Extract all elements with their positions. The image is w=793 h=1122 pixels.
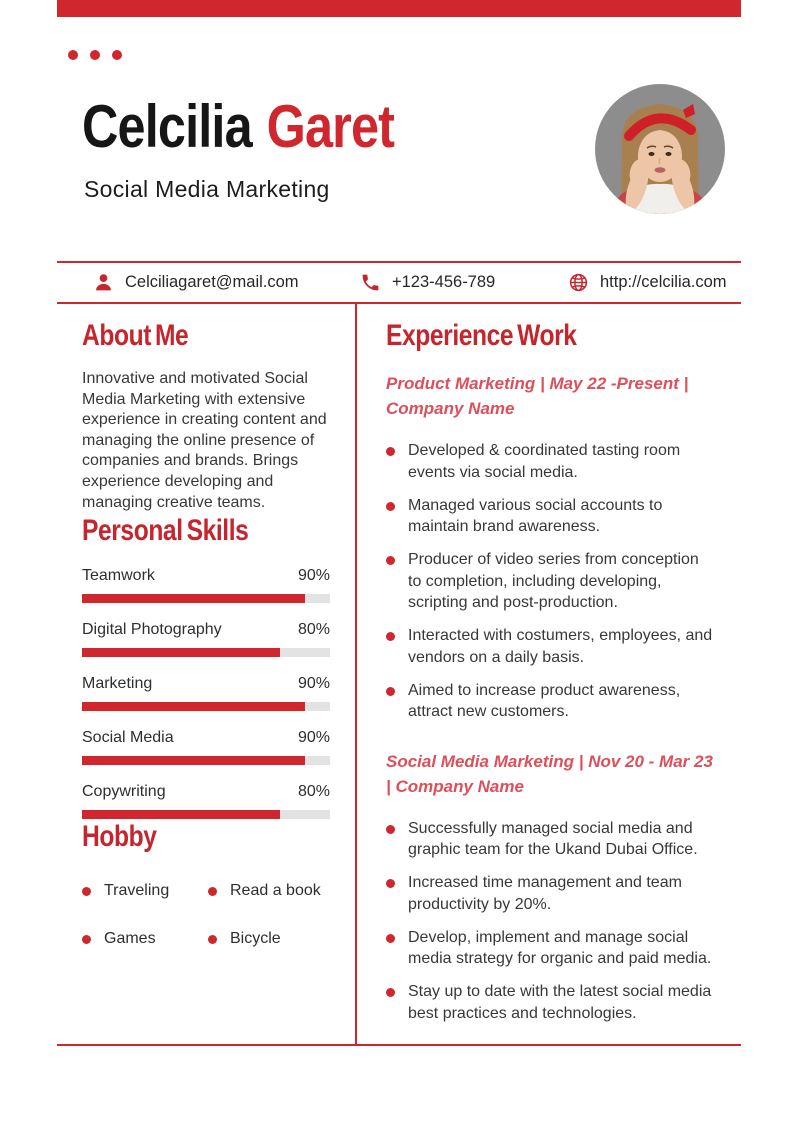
bullet-icon — [386, 687, 395, 696]
job-bullet — [386, 818, 716, 861]
job-bullet-list — [386, 440, 716, 723]
dot-icon — [90, 50, 100, 60]
bullet-icon — [386, 556, 395, 565]
skill-value: 90% — [297, 567, 330, 585]
hobby-label: Games — [104, 930, 156, 948]
profile-photo — [595, 84, 725, 214]
bottom-rule — [57, 1044, 741, 1046]
first-name: Celcilia — [82, 93, 252, 160]
bullet-icon — [208, 887, 217, 896]
skill-bar-track — [82, 648, 330, 657]
job-bullet-list — [386, 818, 716, 1025]
job-bullet-text: Increased time management and team productivity by 20%. — [408, 874, 682, 913]
bullet-icon — [208, 935, 217, 944]
job-bullet-text: Develop, implement and manage social media strategy for organic and paid media. — [408, 928, 712, 967]
skill-value: 90% — [297, 729, 330, 747]
skill-bar-track — [82, 810, 330, 819]
job-bullet — [386, 872, 716, 915]
contact-website[interactable] — [568, 263, 727, 302]
contact-email-text: Celciliagaret@mail.com — [125, 273, 299, 291]
bullet-icon — [82, 935, 91, 944]
phone-icon — [360, 272, 381, 293]
job-bullet — [386, 625, 716, 668]
job-bullet-text: Managed various social accounts to maintain brand awareness. — [408, 496, 663, 535]
dot-icon — [112, 50, 122, 60]
skill-row — [82, 729, 330, 765]
bullet-icon — [386, 879, 395, 888]
skill-label: Marketing — [82, 675, 153, 693]
skill-row — [82, 675, 330, 711]
contact-phone[interactable] — [360, 263, 495, 302]
skill-bar-track — [82, 756, 330, 765]
about-me-title: About Me — [82, 319, 189, 352]
hobby-item — [208, 882, 330, 900]
experience-title: Experience Work — [386, 319, 577, 352]
job-bullet — [386, 440, 716, 483]
job-bullet — [386, 927, 716, 970]
job-bullet — [386, 549, 716, 614]
hobby-item — [82, 930, 208, 948]
left-column — [82, 318, 330, 948]
bullet-icon — [386, 502, 395, 511]
bullet-icon — [386, 632, 395, 641]
hobby-label: Bicycle — [230, 930, 281, 948]
contact-bar — [57, 261, 741, 304]
job-title: Social Media Marketing — [84, 176, 330, 202]
column-divider — [355, 302, 357, 1044]
skill-bar-fill — [82, 702, 305, 711]
skill-value: 90% — [297, 675, 330, 693]
job-heading: Social Media Marketing | Nov 20 - Mar 23 | Company Name — [386, 751, 713, 796]
hobby-label: Read a book — [230, 882, 321, 900]
skill-row — [82, 783, 330, 819]
bullet-icon — [82, 887, 91, 896]
person-icon — [93, 272, 114, 293]
skill-value: 80% — [297, 621, 330, 639]
job-bullet — [386, 981, 716, 1024]
bullet-icon — [386, 447, 395, 456]
about-me-text: Innovative and motivated Social Media Marketing with extensive experience in creating content and managing the online presence of companies and brands. Brings experience developing and managing creative teams. — [82, 370, 327, 511]
hobby-item — [208, 930, 330, 948]
contact-phone-text: +123-456-789 — [392, 273, 496, 291]
job-bullet-text: Interacted with costumers, employees, and vendors on a daily basis. — [408, 627, 713, 666]
bullet-icon — [386, 988, 395, 997]
hobby-list — [82, 882, 330, 948]
right-column — [386, 318, 716, 1036]
skill-bar-fill — [82, 594, 305, 603]
bullet-icon — [386, 825, 395, 834]
job-heading: Product Marketing | May 22 -Present | Company Name — [386, 374, 689, 418]
job-bullet — [386, 680, 716, 723]
contact-website-text: http://celcilia.com — [600, 273, 727, 291]
skill-label: Social Media — [82, 729, 174, 747]
globe-icon — [568, 272, 589, 293]
job-bullet-text: Producer of video series from conception to completion, including developing, scripting and post-production. — [408, 551, 699, 611]
personal-skills-title: Personal Skills — [82, 514, 249, 548]
skill-bar-track — [82, 702, 330, 711]
skill-bar-fill — [82, 648, 280, 657]
hobby-label: Traveling — [104, 882, 170, 900]
dot-icon — [68, 50, 78, 60]
hobby-title: Hobby — [82, 820, 157, 854]
skill-bar-track — [82, 594, 330, 603]
skill-bar-fill — [82, 756, 305, 765]
contact-email[interactable] — [93, 263, 299, 302]
job-bullet-text: Stay up to date with the latest social media best practices and technologies. — [408, 983, 712, 1022]
top-accent-bar — [57, 0, 741, 17]
skill-bar-fill — [82, 810, 280, 819]
decor-dots — [68, 50, 122, 60]
job-bullet — [386, 495, 716, 538]
hobby-item — [82, 882, 208, 900]
bullet-icon — [386, 934, 395, 943]
skill-value: 80% — [297, 783, 330, 801]
job-bullet-text: Successfully managed social media and graphic team for the Ukand Dubai Office. — [408, 819, 698, 858]
skill-label: Digital Photography — [82, 621, 222, 639]
skill-label: Teamwork — [82, 567, 155, 585]
skill-row — [82, 621, 330, 657]
job-bullet-text: Developed & coordinated tasting room events via social media. — [408, 442, 681, 481]
woman-portrait-illustration — [595, 84, 725, 214]
job-bullet-text: Aimed to increase product awareness, attract new customers. — [408, 681, 681, 720]
skill-row — [82, 567, 330, 603]
person-name — [82, 94, 394, 160]
last-name: Garet — [266, 93, 395, 160]
skill-label: Copywriting — [82, 783, 166, 801]
